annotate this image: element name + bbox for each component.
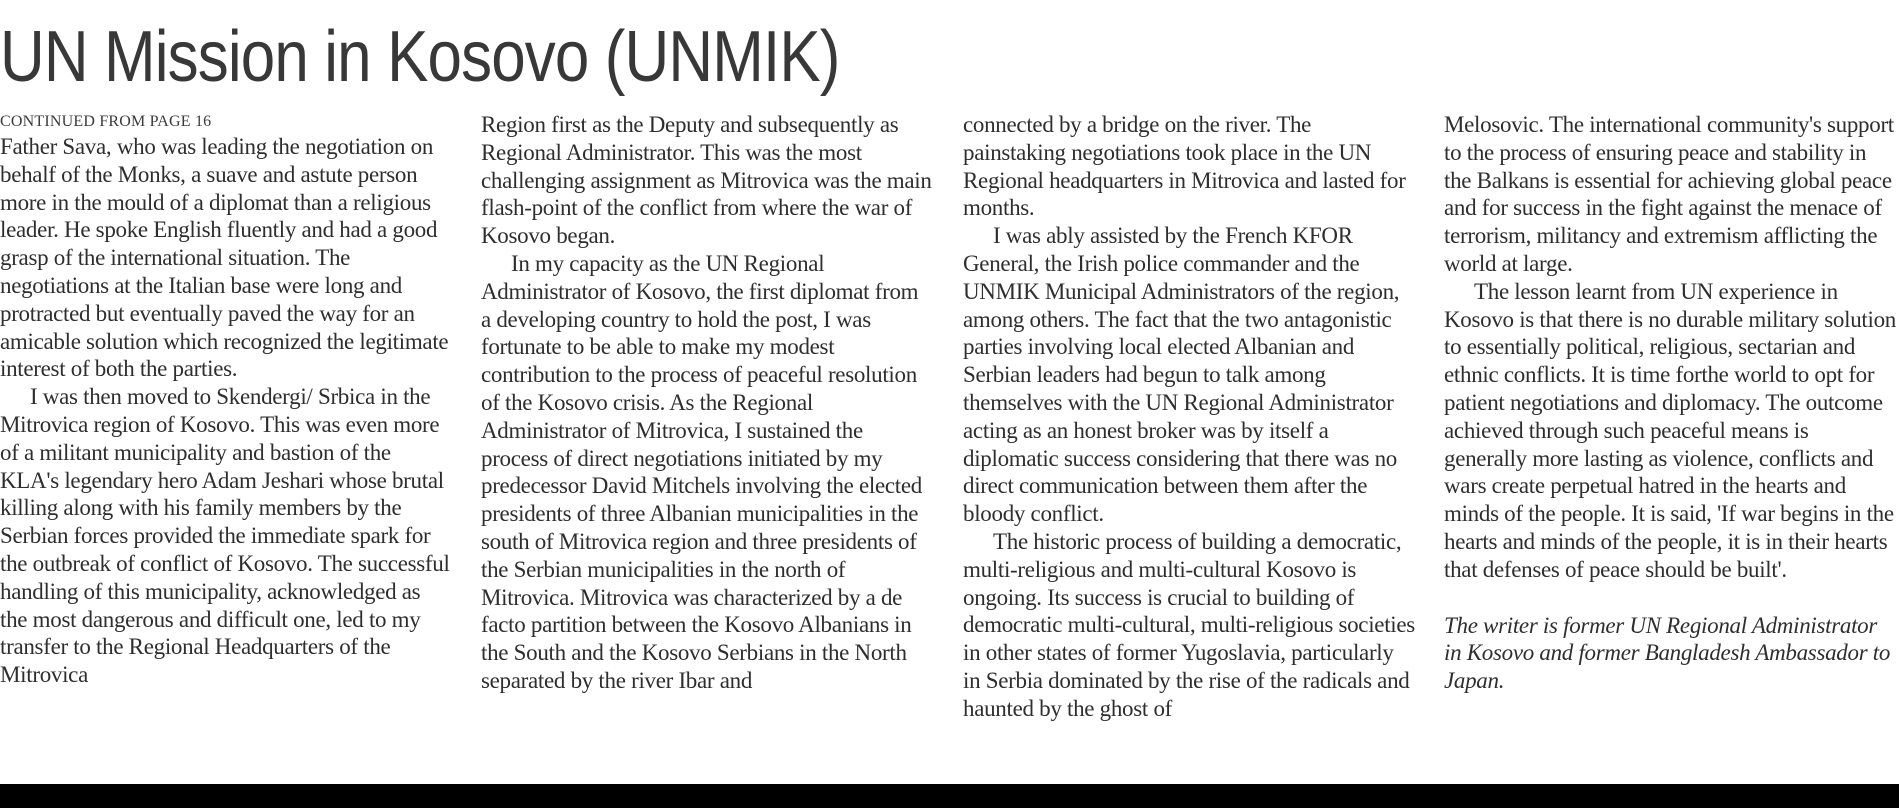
paragraph: Region first as the Deputy and subsequently as Regional Administrator. This was the most challenging assignment as Mitrovica was the main flash-point of the conflict from where the war of Kosovo began. [481, 112, 932, 249]
author-byline: The writer is former UN Regional Administrator in Kosovo and former Bangladesh Ambassador to Japan. [1444, 612, 1891, 694]
paragraph: connected by a bridge on the river. The painstaking negotiations took place in the UN Regional headquarters in Mitrovica and lasted for months. [963, 112, 1406, 221]
page-bottom-bar [0, 784, 1899, 808]
article-column-3 [963, 111, 1415, 723]
article-column-2 [481, 111, 933, 695]
paragraph: In my capacity as the UN Regional Administrator of Kosovo, the first diplomat from a developing country to hold the post, I was fortunate to be able to make my modest contribution to the process of peaceful resolution of the Kosovo crisis. As the Regional Administrator of Mitrovica, I sustained the process of direct negotiations initiated by my predecessor David Mitchels involving the elected presidents of three Albanian municipalities in the south of Mitrovica region and three presidents of the Serbian municipalities in the north of Mitrovica. Mitrovica was characterized by a de facto partition between the Kosovo Albanians in the South and the Kosovo Serbians in the North separated by the river Ibar and [481, 250, 922, 693]
paragraph: The historic process of building a democratic, multi-religious and multi-cultural Kosovo is ongoing. Its success is crucial to building of democratic multi-cultural, multi-religious societies in other states of former Yugoslavia, particularly in Serbia dominated by the rise of the radicals and haunted by the ghost of [963, 528, 1415, 721]
article-headline: UN Mission in Kosovo (UNMIK) [0, 17, 840, 97]
paragraph: I was then moved to Skendergi/ Srbica in the Mitrovica region of Kosovo. This was even more of a militant municipality and bastion of the KLA's legendary hero Adam Jeshari whose brutal killing along with his family members by the Serbian forces provided the immediate spark for the outbreak of conflict of Kosovo. The successful handling of this municipality, acknowledged as the most dangerous and difficult one, led to my transfer to the Regional Headquarters of the Mitrovica [0, 384, 450, 688]
continued-label: CONTINUED FROM PAGE 16 [0, 113, 212, 130]
paragraph: Father Sava, who was leading the negotiation on behalf of the Monks, a suave and astute person more in the mould of a diplomat than a religious leader. He spoke English fluently and had a good grasp of the international situation. The negotiations at the Italian base were long and protracted but eventually paved the way for an amicable solution which recognized the legitimate interest of both the parties. [0, 134, 449, 382]
paragraph: I was ably assisted by the French KFOR General, the Irish police commander and the UNMIK Municipal Administrators of the region, among others. The fact that the two antagonistic parties involving local elected Albanian and Serbian leaders had begun to talk among themselves with the UN Regional Administrator acting as an honest broker was by itself a diplomatic success considering that there was no direct communication between them after the bloody conflict. [963, 223, 1400, 527]
paragraph: Melosovic. The international community's support to the process of ensuring peace and stability in the Balkans is essential for achieving global peace and for success in the fight against the menace of terrorism, militancy and extremism afflicting the world at large. [1444, 112, 1894, 276]
article-column-4 [1444, 111, 1896, 695]
article-column-1 [0, 111, 452, 689]
paragraph: The lesson learnt from UN experience in Kosovo is that there is no durable military solution to essentially political, religious, sectarian and ethnic conflicts. It is time forthe world to opt for patient negotiations and diplomacy. The outcome achieved through such peaceful means is generally more lasting as violence, conflicts and wars create perpetual hatred in the hearts and minds of the people. It is said, 'If war begins in the hearts and minds of the people, it is in their hearts that defenses of peace should be built'. [1444, 278, 1897, 582]
